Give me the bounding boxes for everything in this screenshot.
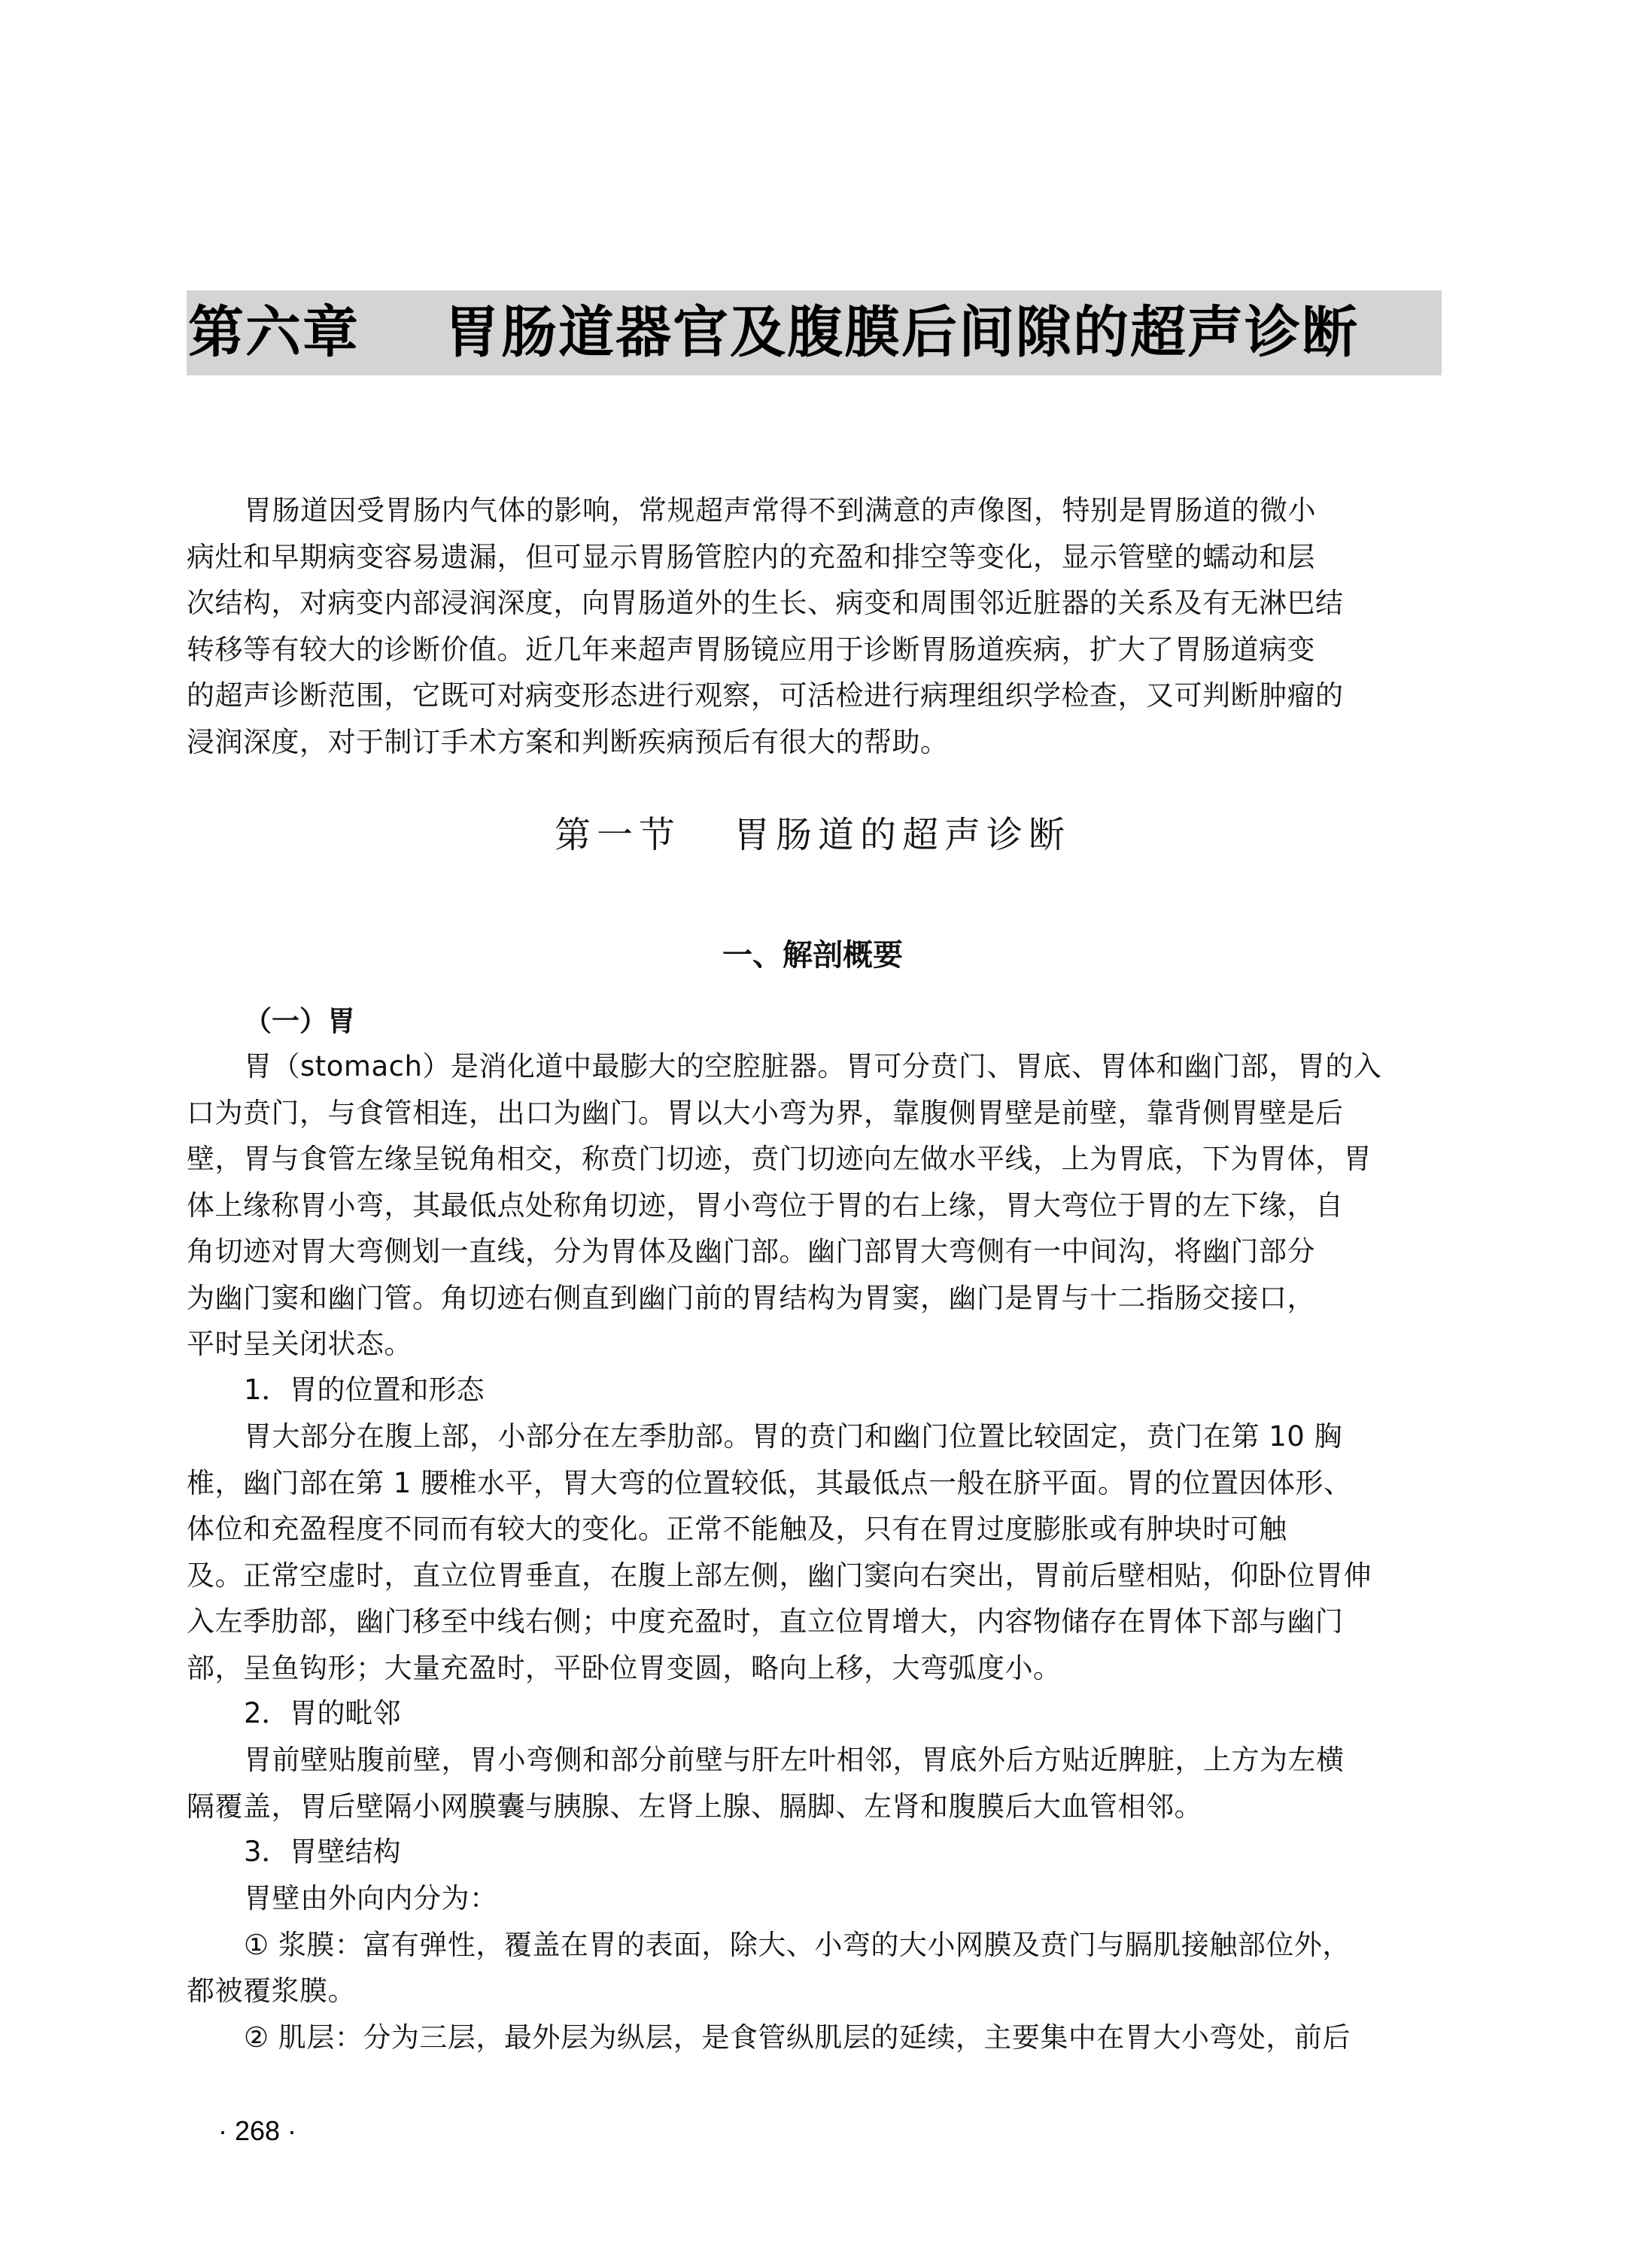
section-number: 第一节 bbox=[554, 814, 681, 856]
intro-paragraph bbox=[187, 487, 1439, 765]
text-line: 椎，幽门部在第 1 腰椎水平，胃大弯的位置较低，其最低点一般在脐平面。胃的位置因体形、 bbox=[187, 1466, 1352, 1499]
text-line: 为幽门窦和幽门管。角切迹右侧直到幽门前的胃结构为胃窦，幽门是胃与十二指肠交接口， bbox=[187, 1281, 1315, 1314]
book-page bbox=[187, 0, 1439, 2268]
text-line: 胃肠道因受胃肠内气体的影响，常规超声常得不到满意的声像图，特别是胃肠道的微小 bbox=[244, 494, 1316, 527]
text-line: 胃（stomach）是消化道中最膨大的空腔脏器。胃可分贲门、胃底、胃体和幽门部，胃的入 bbox=[244, 1050, 1382, 1082]
text-line: 部，呈鱼钩形；大量充盈时，平卧位胃变圆，略向上移，大弯弧度小。 bbox=[187, 1651, 1062, 1684]
text-line: ① 浆膜：富有弹性，覆盖在胃的表面，除大、小弯的大小网膜及贲门与膈肌接触部位外， bbox=[244, 1928, 1351, 1961]
section-title bbox=[187, 809, 1439, 861]
text-line: 浸润深度，对于制订手术方案和判断疾病预后有很大的帮助。 bbox=[187, 725, 949, 758]
text-line: 隔覆盖，胃后壁隔小网膜囊与胰腺、左肾上腺、膈脚、左肾和腹膜后大血管相邻。 bbox=[187, 1790, 1202, 1823]
neighbors-paragraph bbox=[187, 1737, 1439, 1829]
item-heading-wall-structure: 3．胃壁结构 bbox=[244, 1835, 401, 1868]
text-line: 平时呈关闭状态。 bbox=[187, 1328, 412, 1360]
text-line: 胃大部分在腹上部，小部分在左季肋部。胃的贲门和幽门位置比较固定，贲门在第 10 胸 bbox=[244, 1420, 1343, 1453]
text-line: 及。正常空虚时，直立位胃垂直，在腹上部左侧，幽门窦向右突出，胃前后壁相贴，仰卧位胃伸 bbox=[187, 1559, 1372, 1592]
page-number: · 268 · bbox=[218, 2115, 297, 2146]
text-line: 口为贲门，与食管相连，出口为幽门。胃以大小弯为界，靠腹侧胃壁是前壁，靠背侧胃壁是后 bbox=[187, 1096, 1344, 1129]
text-line: 都被覆浆膜。 bbox=[187, 1975, 356, 2007]
position-paragraph bbox=[187, 1413, 1439, 1691]
section-title-text: 胃肠道的超声诊断 bbox=[734, 814, 1071, 856]
chapter-title bbox=[188, 295, 1440, 370]
text-line: 壁，胃与食管左缘呈锐角相交，称贲门切迹，贲门切迹向左做水平线，上为胃底，下为胃体，胃 bbox=[187, 1143, 1372, 1175]
text-line: 胃前壁贴腹前壁，胃小弯侧和部分前壁与肝左叶相邻，胃底外后方贴近脾脏，上方为左横 bbox=[244, 1744, 1345, 1776]
text-line: ② 肌层：分为三层，最外层为纵层，是食管纵肌层的延续，主要集中在胃大小弯处，前后 bbox=[244, 2021, 1351, 2054]
text-line: 病灶和早期病变容易遗漏，但可显示胃肠管腔内的充盈和排空等变化，显示管壁的蠕动和层 bbox=[187, 540, 1315, 573]
stomach-paragraph bbox=[187, 1043, 1439, 1368]
item-heading-position: 1．胃的位置和形态 bbox=[244, 1374, 485, 1406]
chapter-title-text: 胃肠道器官及腹膜后间隙的超声诊断 bbox=[444, 300, 1359, 365]
text-line: 体位和充盈程度不同而有较大的变化。正常不能触及，只有在胃过度膨胀或有肿块时可触 bbox=[187, 1513, 1287, 1545]
chapter-number: 第六章 bbox=[188, 300, 360, 365]
text-line: 转移等有较大的诊断价值。近几年来超声胃肠镜应用于诊断胃肠道疾病，扩大了胃肠道病变 bbox=[187, 633, 1315, 666]
subsection-title: 一、解剖概要 bbox=[722, 938, 903, 973]
text-line: 次结构，对病变内部浸润深度，向胃肠道外的生长、病变和周围邻近脏器的关系及有无淋巴结 bbox=[187, 587, 1344, 619]
text-line: 体上缘称胃小弯，其最低点处称角切迹，胃小弯位于胃的右上缘，胃大弯位于胃的左下缘，自 bbox=[187, 1189, 1344, 1222]
text-line: 胃壁由外向内分为： bbox=[244, 1882, 498, 1914]
item-heading-neighbors: 2．胃的毗邻 bbox=[244, 1697, 401, 1729]
text-line: 角切迹对胃大弯侧划一直线，分为胃体及幽门部。幽门部胃大弯侧有一中间沟，将幽门部分 bbox=[187, 1235, 1315, 1268]
text-line: 的超声诊断范围，它既可对病变形态进行观察，可活检进行病理组织学检查，又可判断肿瘤的 bbox=[187, 679, 1344, 712]
part-heading-stomach: （一）胃 bbox=[244, 1005, 355, 1037]
text-line: 入左季肋部，幽门移至中线右侧；中度充盈时，直立位胃增大，内容物储存在胃体下部与幽门 bbox=[187, 1605, 1344, 1638]
wall-structure-paragraph bbox=[187, 1875, 1439, 2060]
